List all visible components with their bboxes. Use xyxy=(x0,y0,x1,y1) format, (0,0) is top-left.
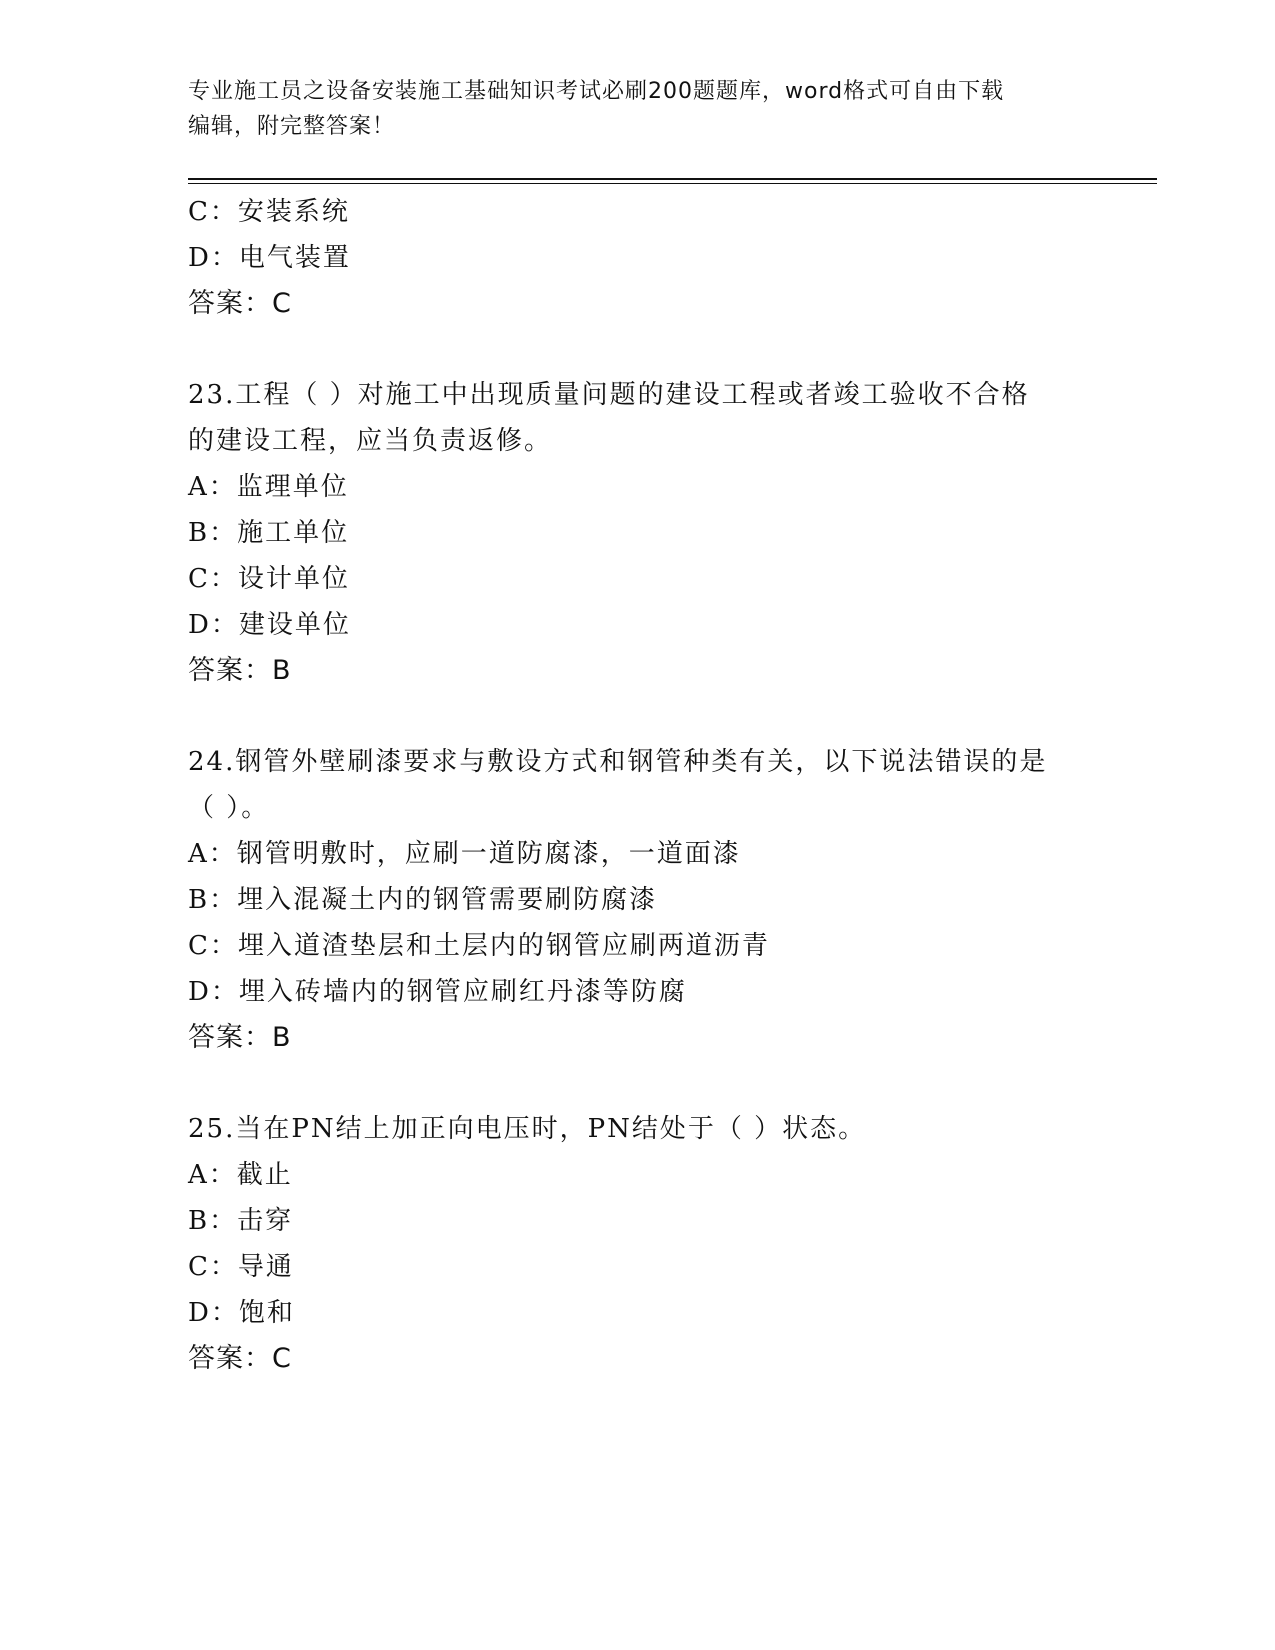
answer-line: 答案：C xyxy=(188,1343,292,1374)
option-c: C：导通 xyxy=(188,1252,294,1282)
option-d: D：建设单位 xyxy=(188,610,351,640)
document-header xyxy=(188,74,1078,144)
answer-line: 答案：C xyxy=(188,288,292,319)
option-c: C：安装系统 xyxy=(188,197,350,227)
option-a: A：监理单位 xyxy=(188,472,349,502)
question-stem-line-1: 24.钢管外壁刷漆要求与敷设方式和钢管种类有关，以下说法错误的是 xyxy=(188,747,1048,777)
question-stem-line-1: 25.当在PN结上加正向电压时，PN结处于（ ）状态。 xyxy=(188,1114,867,1144)
option-b: B：埋入混凝土内的钢管需要刷防腐漆 xyxy=(188,885,658,915)
question-23 xyxy=(188,372,1088,694)
header-divider-thin xyxy=(188,183,1157,184)
option-c: C：埋入道渣垫层和土层内的钢管应刷两道沥青 xyxy=(188,931,770,961)
answer-line: 答案：B xyxy=(188,655,292,686)
option-c: C：设计单位 xyxy=(188,564,350,594)
question-list xyxy=(188,189,1088,1382)
question-stem-line-1: 23.工程（ ）对施工中出现质量问题的建设工程或者竣工验收不合格 xyxy=(188,380,1030,410)
option-a: A：钢管明敷时，应刷一道防腐漆，一道面漆 xyxy=(188,839,741,869)
option-d: D：电气装置 xyxy=(188,243,351,273)
option-d: D：饱和 xyxy=(188,1298,295,1328)
question-stem-line-2: （ ）。 xyxy=(188,793,270,823)
option-a: A：截止 xyxy=(188,1160,293,1190)
option-b: B：施工单位 xyxy=(188,518,350,548)
answer-line: 答案：B xyxy=(188,1022,292,1053)
option-d: D：埋入砖墙内的钢管应刷红丹漆等防腐 xyxy=(188,977,687,1007)
question-stem-line-2: 的建设工程，应当负责返修。 xyxy=(188,426,553,456)
question-24 xyxy=(188,739,1088,1061)
question-25 xyxy=(188,1106,1088,1382)
option-b: B：击穿 xyxy=(188,1206,294,1236)
question-22-tail xyxy=(188,189,1088,327)
header-divider-thick xyxy=(188,178,1157,180)
header-title-line-2: 编辑，附完整答案！ xyxy=(188,114,396,139)
header-title-line-1: 专业施工员之设备安装施工基础知识考试必刷200题题库，word格式可自由下载 xyxy=(188,79,1005,104)
